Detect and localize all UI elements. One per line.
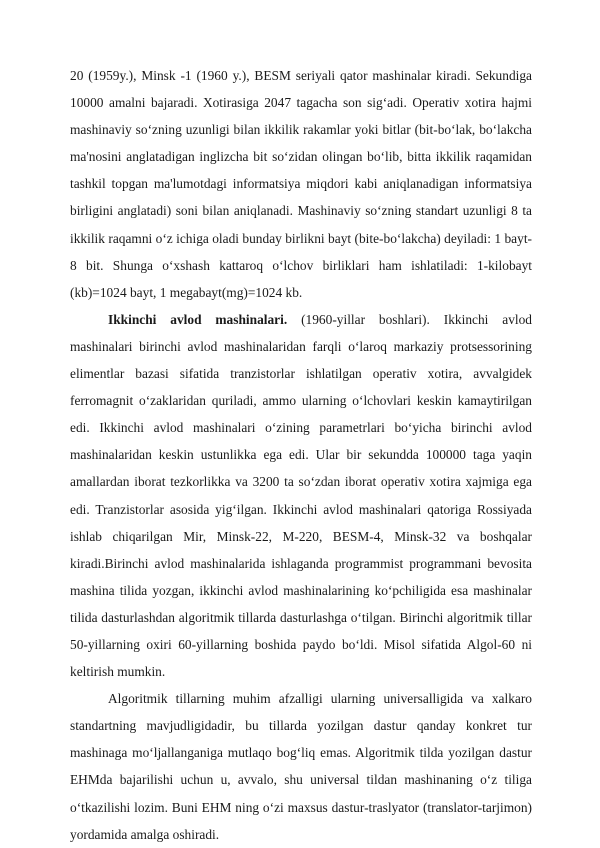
section-heading-second-generation: Ikkinchi avlod mashinalari. (108, 311, 288, 327)
paragraph-algorithmic-languages: Algoritmik tillarning muhim afzalligi ularning universalligida va xalkaro standartning mavjudligidadir, bu tillarda yozilgan dastur qanday konkret tur mashinaga mo‘ljallanganiga mutlaqo bog‘liq emas. Algoritmik tilda yozilgan dastur EHMda bajarilishi uchun u, avvalo, shu universal tildan mashinaning o‘z tiliga o‘tkazilishi lozim. Buni EHM ning o‘zi maxsus dastur-traslyator (translator-tarjimon) yordamida amalga oshiradi. (70, 691, 532, 842)
document-body (70, 62, 532, 848)
paragraph-second-generation (70, 306, 532, 685)
paragraph-first-generation-memory: 20 (1959y.), Minsk -1 (1960 y.), BESM seriyali qator mashinalar kiradi. Sekundiga 10000 amalni bajaradi. Xotirasiga 2047 tagacha son sig‘adi. Operativ xotira hajmi mashinaviy so‘zning uzunligi bilan ikkilik rakamlar yoki bitlar (bit-bo‘lak, bo‘lakcha ma'nosini anglatadigan inglizcha bit so‘zidan olingan bo‘lib, bitta ikkilik raqamidan tashkil topgan ma'lumotdagi informatsiya miqdori kabi aniqlanadigan informatsiya birligini anglatadi) soni bilan aniqlanadi. Mashinaviy so‘zning standart uzunligi 8 ta ikkilik raqamni o‘z ichiga oladi bunday birlikni bayt (bite-bo‘lakcha) deyiladi: 1 bayt- 8 bit. Shunga o‘xshash kattaroq o‘lchov birliklari ham ishlatiladi: 1-kilobayt (kb)=1024 bayt, 1 megabayt(mg)=1024 kb. (70, 68, 532, 300)
paragraph-second-generation-body: (1960-yillar boshlari). Ikkinchi avlod mashinalari birinchi avlod mashinalaridan farqli o‘laroq markaziy protsessorining elimentlar bazasi sifatida tranzistorlar ishlatilgan operativ xotira, avvalgidek ferromagnit o‘zaklaridan quriladi, ammo ularning o‘lchovlari keskin kamaytirilgan edi. Ikkinchi avlod mashinalari o‘zining parametrlari bo‘yicha birinchi avlod mashinalaridan keskin ustunlikka ega edi. Ular bir sekundda 100000 taga yaqin amallardan iborat tezkorlikka va 3200 ta so‘zdan iborat operativ xotira xajmiga ega edi. Tranzistorlar asosida yig‘ilgan. Ikkinchi avlod mashinalari qatoriga Rossiyada ishlab chiqarilgan Mir, Minsk-22, M-220, BESM-4, Minsk-32 va boshqalar kiradi.Birinchi avlod mashinalarida ishlaganda programmist programmani bevosita mashina tilida yozgan, ikkinchi avlod mashinalarining ko‘pchiligida esa mashinalar tilida dasturlashdan algoritmik tillarda dasturlashga o‘tilgan. Birinchi algoritmik tillar 50-yillarning oxiri 60-yillarning boshida paydo bo‘ldi. Misol sifatida Algol-60 ni keltirish mumkin. (70, 311, 532, 680)
